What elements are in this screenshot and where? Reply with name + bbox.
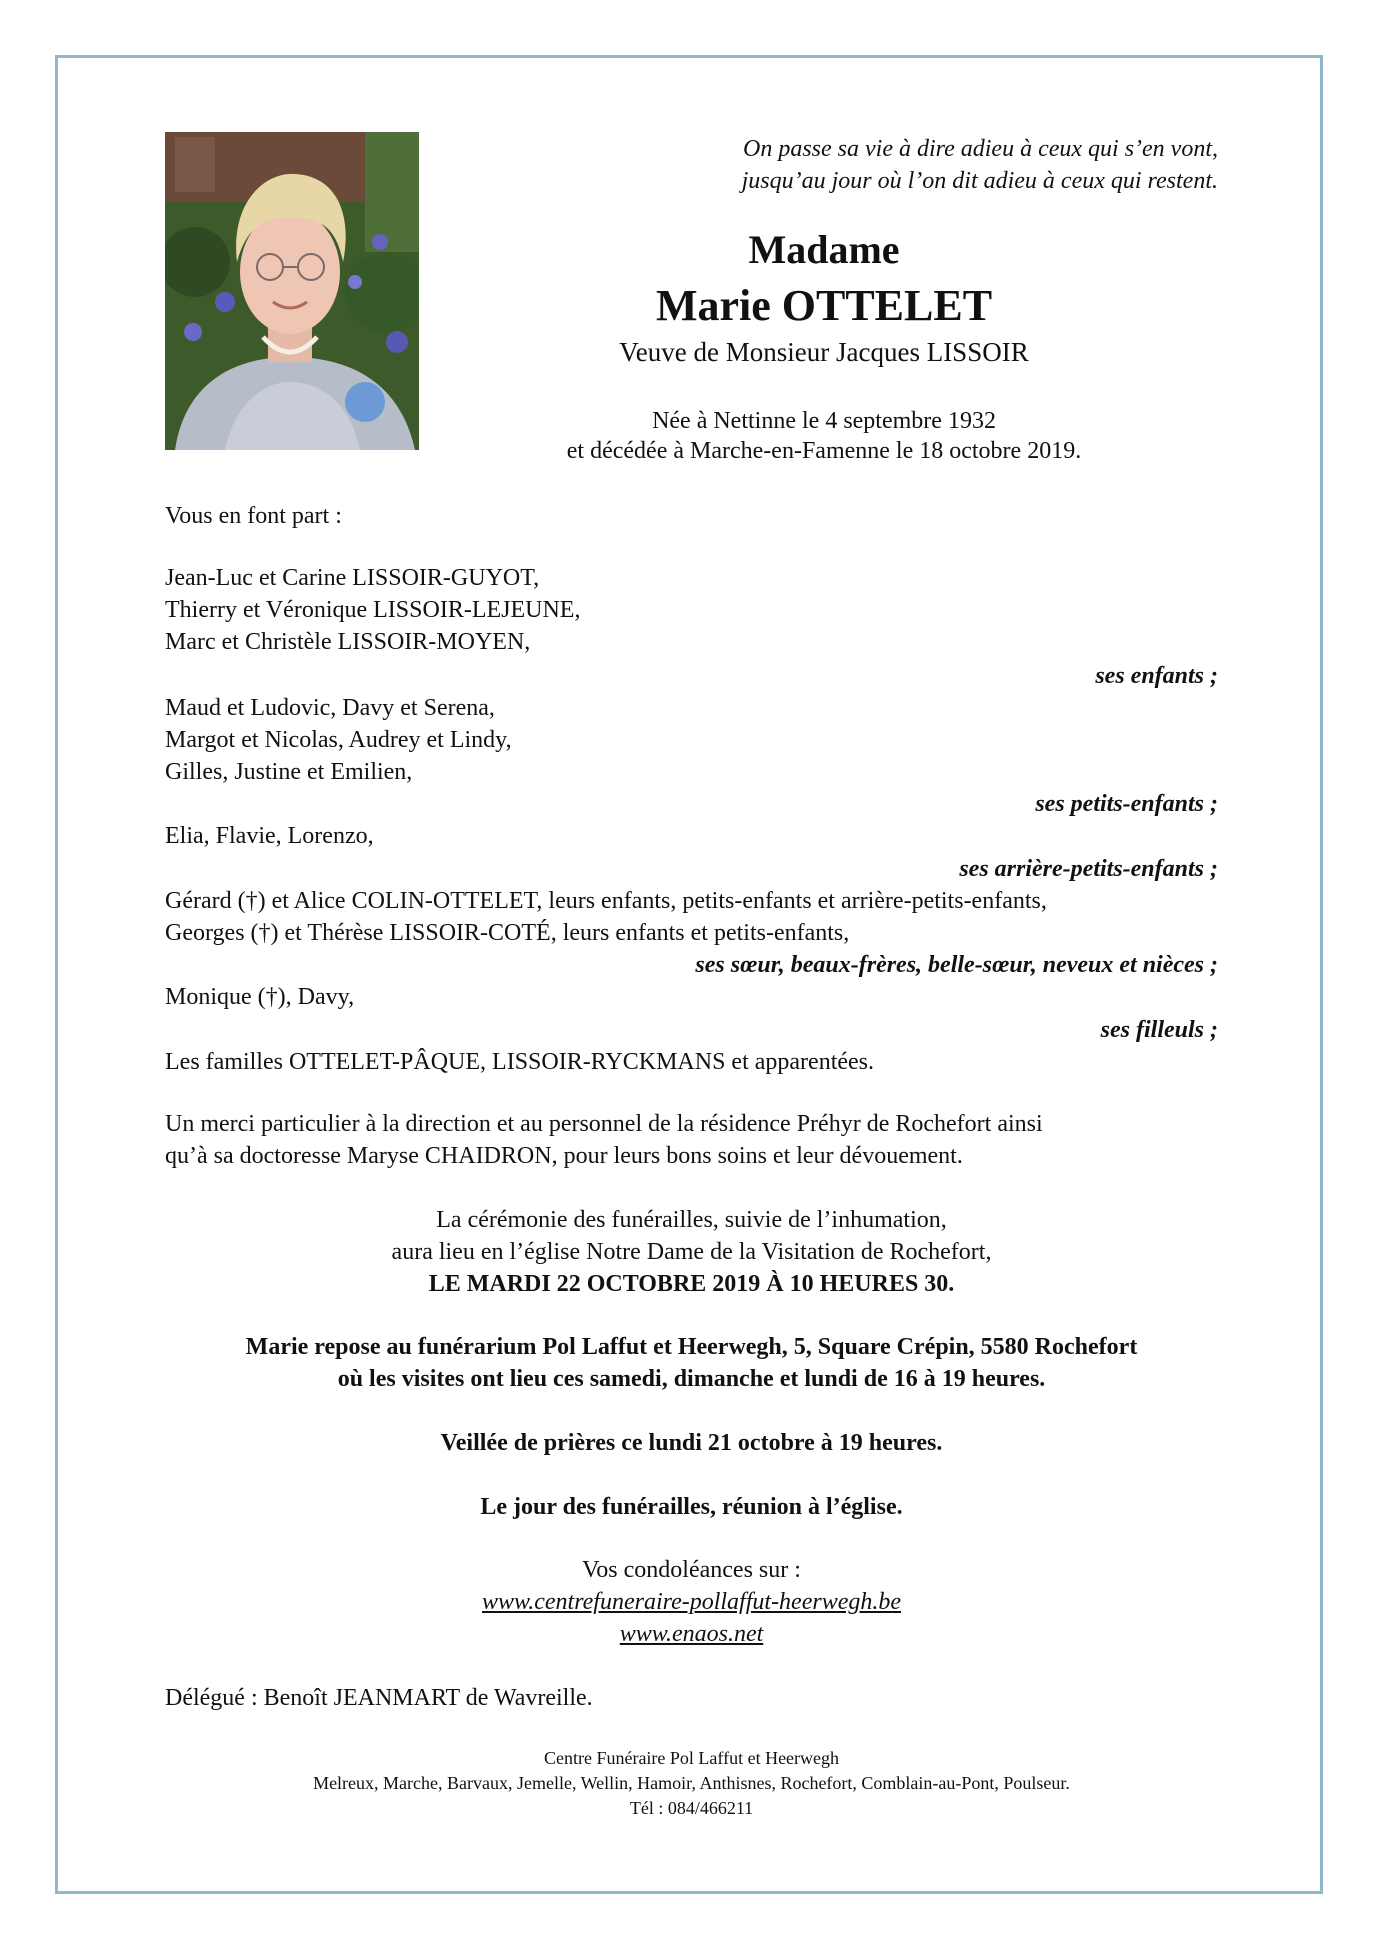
born-line: Née à Nettinne le 4 septembre 1932 — [652, 408, 996, 434]
siblings-label: ses sœur, beaux-frères, belle-sœur, neveux et nièces ; — [695, 952, 1218, 978]
grandchild-line: Gilles, Justine et Emilien, — [165, 759, 413, 785]
grandchildren-label: ses petits-enfants ; — [1035, 791, 1218, 817]
footer-phone: Tél : 084/466211 — [629, 1798, 754, 1818]
great-grandchildren-line: Elia, Flavie, Lorenzo, — [165, 823, 374, 849]
deceased-name: Marie OTTELET — [655, 281, 993, 330]
ceremony-line-1: La cérémonie des funérailles, suivie de l’inhumation, — [436, 1207, 947, 1233]
ceremony-date: LE MARDI 22 OCTOBRE 2019 À 10 HEURES 30. — [428, 1271, 955, 1297]
sibling-line: Gérard (†) et Alice COLIN-OTTELET, leurs enfants, petits-enfants et arrière-petits-enfants, — [165, 888, 1047, 914]
repose-line-1: Marie repose au funérarium Pol Laffut et Heerwegh, 5, Square Crépin, 5580 Rochefort — [245, 1334, 1138, 1360]
families-line: Les familles OTTELET-PÂQUE, LISSOIR-RYCKMANS et apparentées. — [165, 1049, 875, 1075]
intro-text: Vous en font part : — [165, 503, 342, 529]
quote-line-2: jusqu’au jour où l’on dit adieu à ceux qui restent. — [741, 168, 1218, 194]
great-grandchildren-label: ses arrière-petits-enfants ; — [959, 856, 1218, 882]
repose-line-2: où les visites ont lieu ces samedi, dimanche et lundi de 16 à 19 heures. — [337, 1366, 1046, 1392]
ceremony-line-2: aura lieu en l’église Notre Dame de la Visitation de Rochefort, — [391, 1239, 992, 1265]
condolences-link-1[interactable]: www.centrefuneraire-pollaffut-heerwegh.be — [481, 1589, 902, 1615]
child-line: Thierry et Véronique LISSOIR-LEJEUNE, — [165, 597, 581, 623]
vigil-line: Veillée de prières ce lundi 21 octobre à 19 heures. — [440, 1430, 943, 1456]
godchildren-label: ses filleuls ; — [1100, 1017, 1218, 1043]
thanks-line: Un merci particulier à la direction et au personnel de la résidence Préhyr de Rochefort ainsi — [165, 1111, 1043, 1137]
grandchild-line: Margot et Nicolas, Audrey et Lindy, — [165, 727, 512, 753]
footer-locations: Melreux, Marche, Barvaux, Jemelle, Wellin, Hamoir, Anthisnes, Rochefort, Comblain-au-Pont, Poulseur. — [313, 1773, 1070, 1793]
child-line: Jean-Luc et Carine LISSOIR-GUYOT, — [165, 565, 540, 591]
quote-line-1: On passe sa vie à dire adieu à ceux qui s’en vont, — [743, 136, 1218, 162]
deceased-title: Madame — [748, 227, 900, 272]
delegate-line: Délégué : Benoît JEANMART de Wavreille. — [165, 1685, 593, 1711]
meeting-line: Le jour des funérailles, réunion à l’église. — [480, 1494, 903, 1520]
footer-name: Centre Funéraire Pol Laffut et Heerwegh — [543, 1748, 840, 1768]
child-line: Marc et Christèle LISSOIR-MOYEN, — [165, 629, 531, 655]
died-line: et décédée à Marche-en-Famenne le 18 octobre 2019. — [566, 438, 1082, 464]
children-label: ses enfants ; — [1095, 663, 1218, 689]
quote — [742, 133, 1218, 197]
condolences-link-2[interactable]: www.enaos.net — [619, 1621, 764, 1647]
godchildren-line: Monique (†), Davy, — [165, 984, 355, 1010]
thanks-line: qu’à sa doctoresse Maryse CHAIDRON, pour leurs bons soins et leur dévouement. — [165, 1143, 963, 1169]
sibling-line: Georges (†) et Thérèse LISSOIR-COTÉ, leurs enfants et petits-enfants, — [165, 920, 850, 946]
condolences-label: Vos condoléances sur : — [582, 1557, 801, 1583]
spouse-line: Veuve de Monsieur Jacques LISSOIR — [619, 337, 1029, 367]
grandchild-line: Maud et Ludovic, Davy et Serena, — [165, 695, 495, 721]
portrait-photo — [165, 132, 419, 450]
